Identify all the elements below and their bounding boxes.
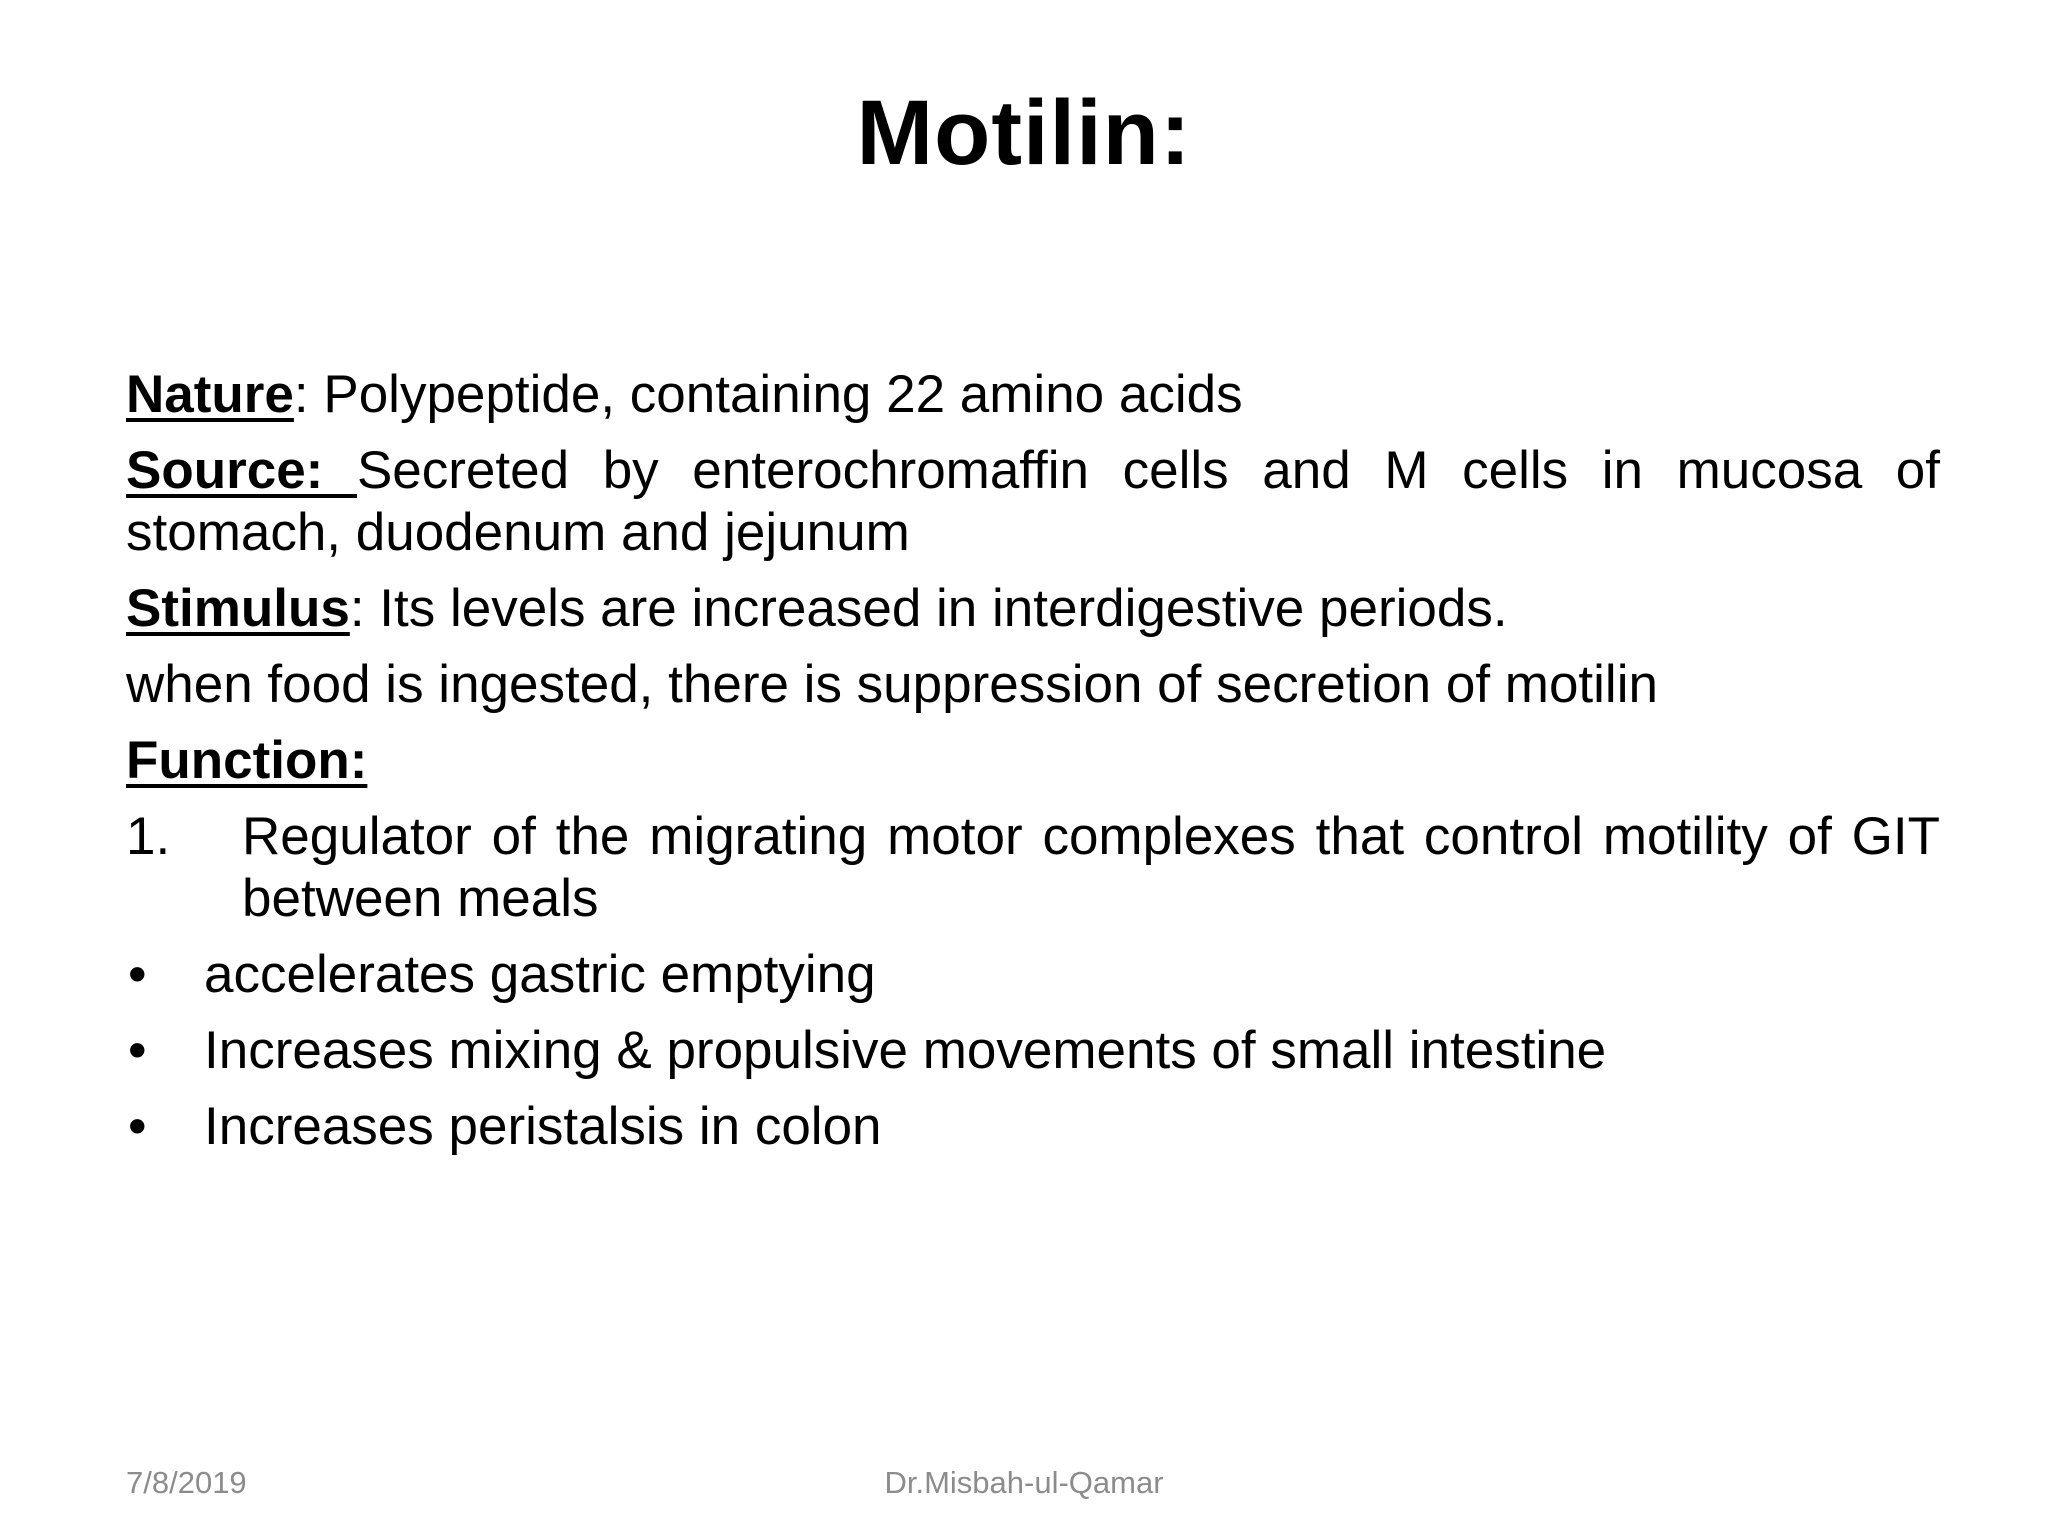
slide-body	[126, 364, 1940, 1172]
source-text: Secreted by enterochromaffin cells and M cells in mucosa of stomach, duodenum and jejunum	[126, 441, 1940, 562]
suppression-line: when food is ingested, there is suppression of secretion of motilin	[126, 655, 1658, 714]
bullet-item	[126, 1020, 1940, 1082]
bullet-icon: •	[128, 1021, 147, 1080]
source-line	[126, 440, 1940, 564]
stimulus-line	[126, 578, 1940, 640]
bullet-item	[126, 1096, 1940, 1158]
footer-author: Dr.Misbah-ul-Qamar	[884, 1465, 1164, 1500]
nature-label: Nature	[126, 365, 294, 424]
footer-date: 7/8/2019	[126, 1465, 247, 1500]
bullet-text: Increases mixing & propulsive movements of small intestine	[204, 1021, 1607, 1080]
function-heading	[126, 730, 1940, 792]
function-numbered-item	[126, 806, 1940, 930]
bullet-icon: •	[128, 1097, 147, 1156]
item-text: Regulator of the migrating motor complexes that control motility of GIT between meals	[242, 807, 1940, 928]
nature-line	[126, 364, 1940, 426]
bullet-text: Increases peristalsis in colon	[204, 1097, 882, 1156]
stimulus-text: : Its levels are increased in interdigestive periods.	[349, 579, 1508, 638]
bullet-text: accelerates gastric emptying	[204, 945, 876, 1004]
stimulus-label: Stimulus	[126, 579, 350, 638]
bullet-item	[126, 944, 1940, 1006]
function-label: Function:	[126, 731, 368, 790]
item-number: 1.	[126, 807, 171, 866]
nature-text: : Polypeptide, containing 22 amino acids	[293, 365, 1243, 424]
bullet-icon: •	[128, 945, 147, 1004]
source-label: Source:	[126, 441, 357, 500]
slide-title: Motilin:	[856, 82, 1192, 184]
